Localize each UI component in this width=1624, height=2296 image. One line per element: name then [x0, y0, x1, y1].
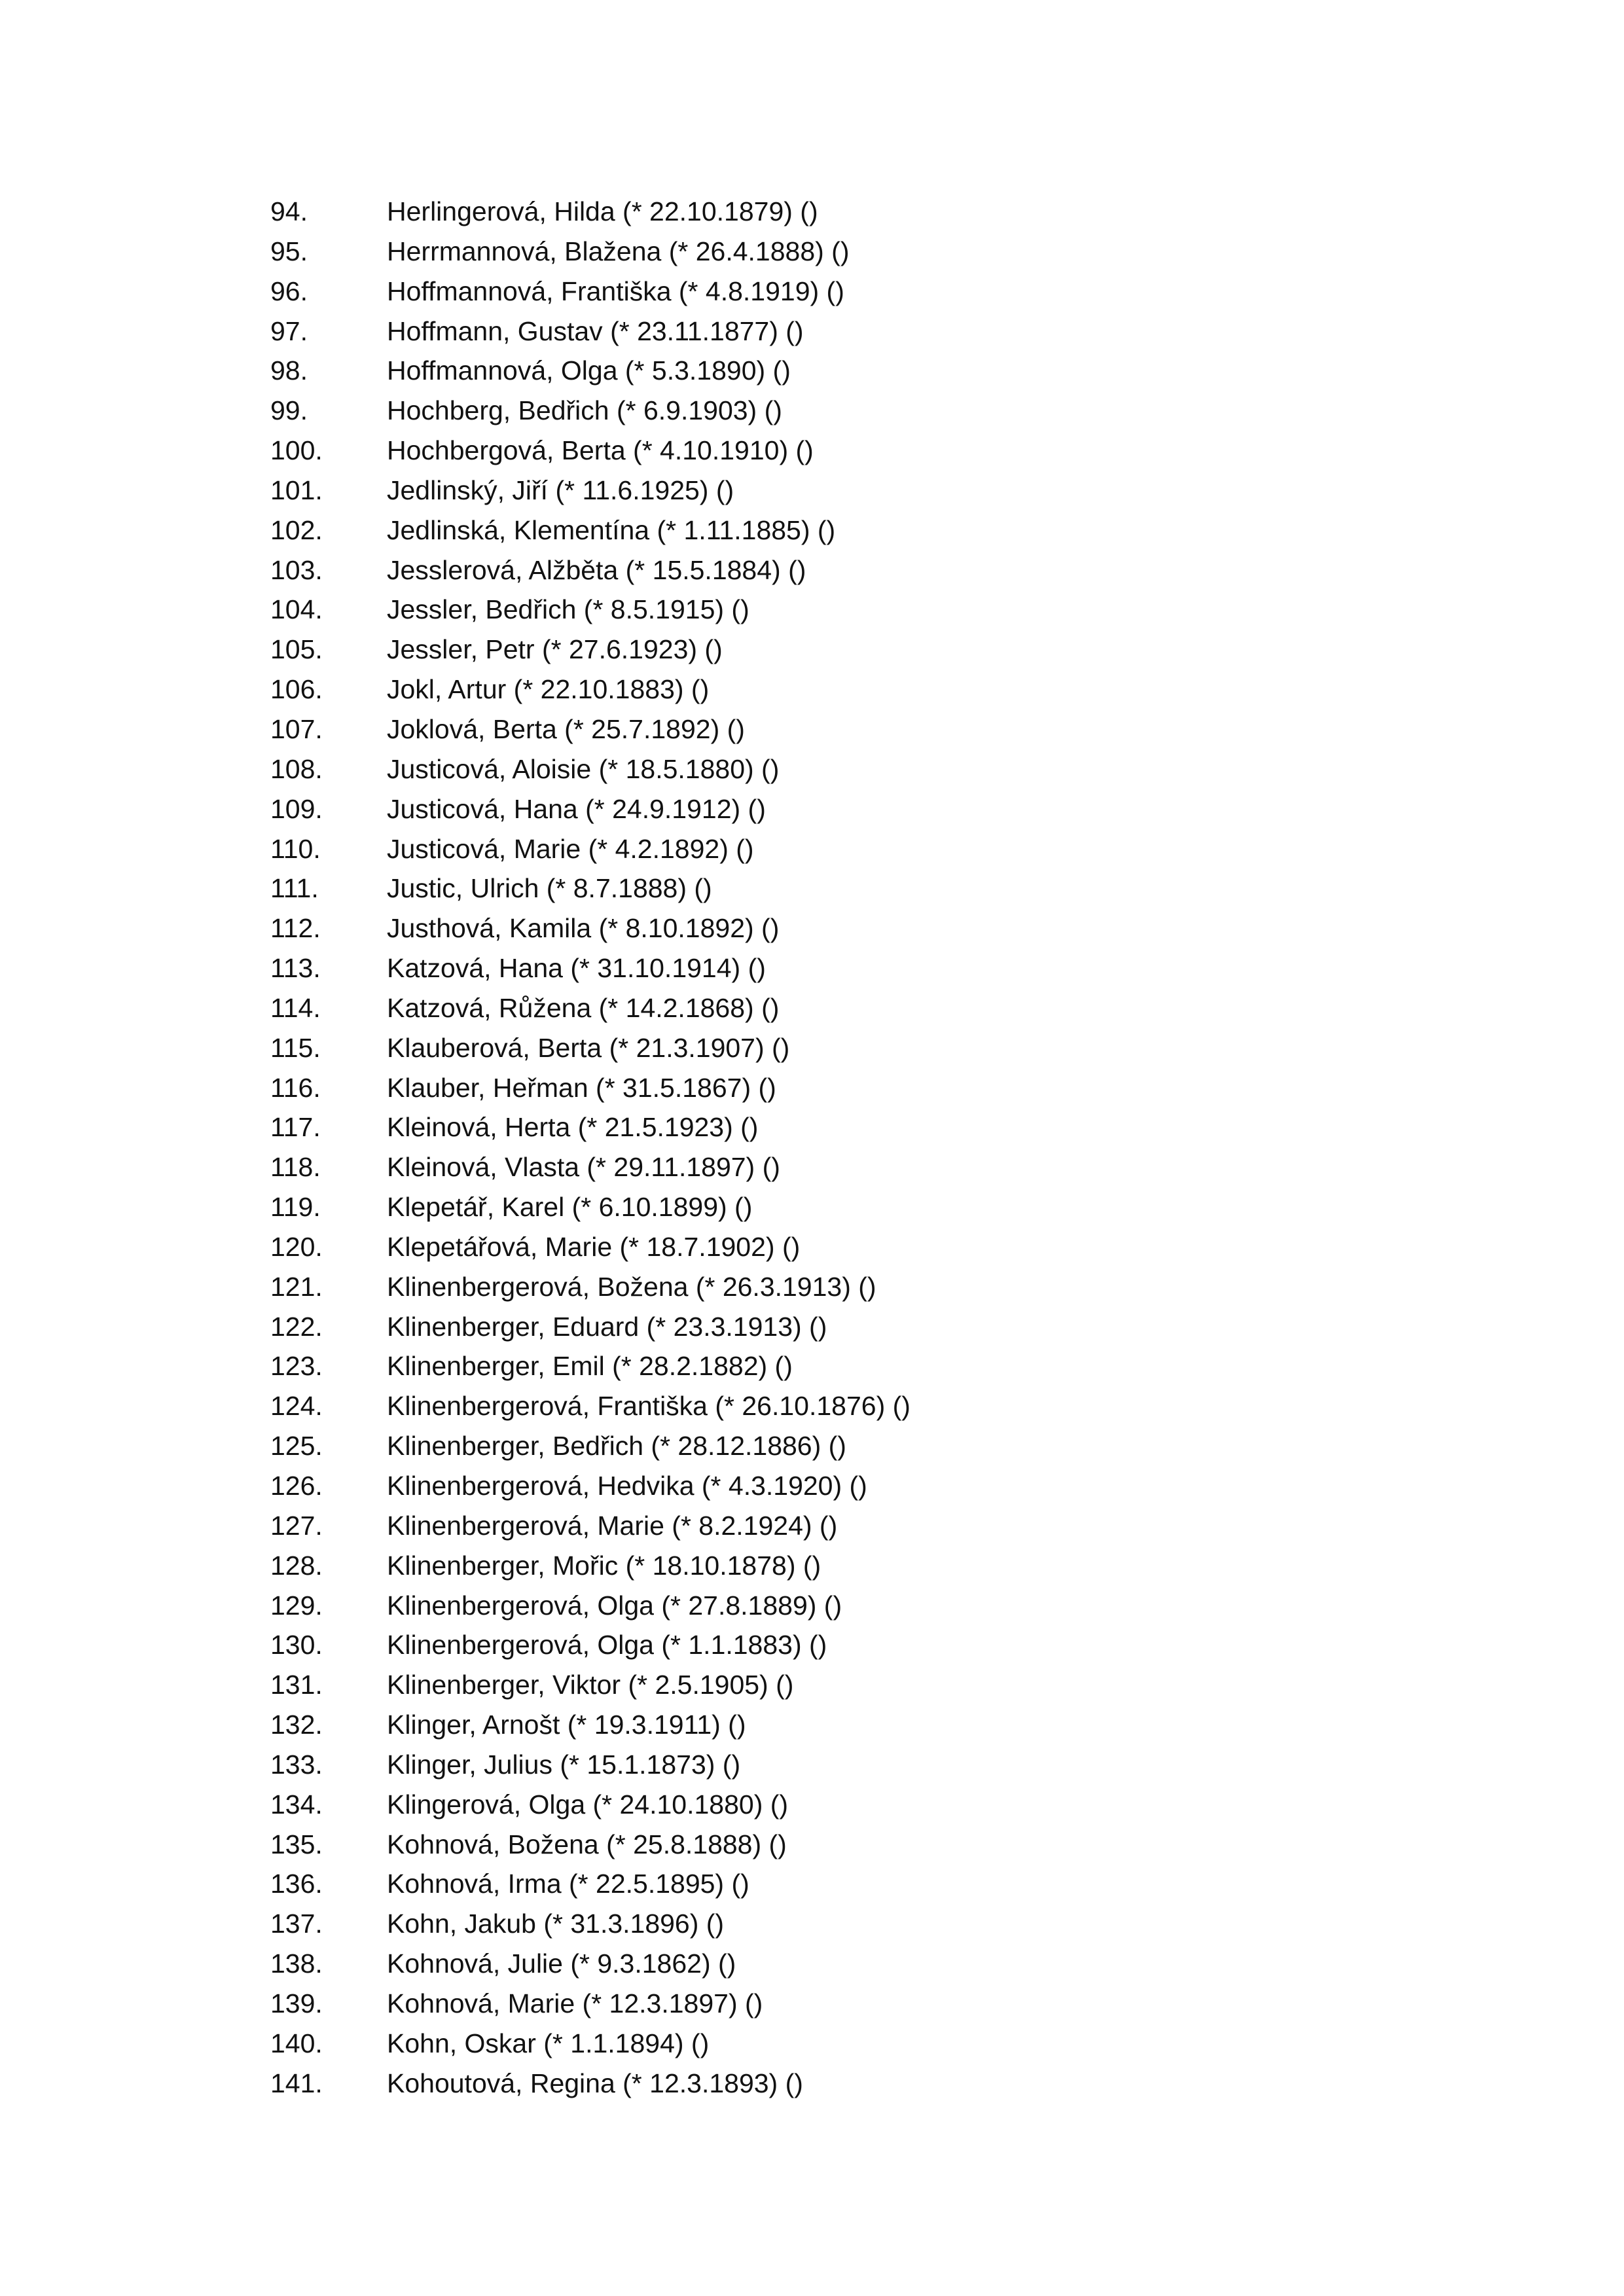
entry-text: Herrmannová, Blažena (* 26.4.1888) ()	[387, 236, 850, 266]
list-item	[270, 1466, 911, 1506]
entry-number: 141.	[270, 2068, 323, 2098]
entry-number: 107.	[270, 713, 323, 744]
list-item	[270, 1068, 911, 1108]
entry-number: 137.	[270, 1909, 323, 1939]
entry-number: 94.	[270, 196, 308, 226]
entry-text: Jedlinská, Klementína (* 1.11.1885) ()	[387, 514, 836, 545]
list-item	[270, 1785, 911, 1825]
entry-text: Hochberg, Bedřich (* 6.9.1903) ()	[387, 395, 782, 426]
entry-number: 139.	[270, 1988, 323, 2018]
entry-text: Klepetář, Karel (* 6.10.1899) ()	[387, 1192, 753, 1223]
entry-number: 128.	[270, 1550, 323, 1581]
entry-number: 127.	[270, 1510, 323, 1541]
list-item	[270, 550, 911, 590]
entry-number: 99.	[270, 395, 308, 426]
entry-text: Klinenbergerová, Olga (* 27.8.1889) ()	[387, 1590, 842, 1621]
entry-text: Klinenbergerová, Božena (* 26.3.1913) ()	[387, 1271, 876, 1302]
list-item	[270, 869, 911, 908]
list-item	[270, 1904, 911, 1944]
entry-text: Klinenbergerová, Marie (* 8.2.1924) ()	[387, 1510, 838, 1541]
entry-text: Jedlinský, Jiří (* 11.6.1925) ()	[387, 475, 734, 505]
entry-text: Kohnová, Marie (* 12.3.1897) ()	[387, 1988, 763, 2018]
entry-text: Hoffmann, Gustav (* 23.11.1877) ()	[387, 315, 804, 346]
list-item	[270, 1705, 911, 1745]
list-item	[270, 1346, 911, 1386]
entry-number: 105.	[270, 634, 323, 665]
entry-text: Justhová, Kamila (* 8.10.1892) ()	[387, 913, 780, 944]
list-item	[270, 1386, 911, 1426]
list-item	[270, 749, 911, 789]
entry-number: 116.	[270, 1072, 321, 1103]
list-item	[270, 1107, 911, 1147]
entry-number: 120.	[270, 1231, 323, 1262]
entry-text: Klinenberger, Mořic (* 18.10.1878) ()	[387, 1550, 821, 1581]
list-item	[270, 1625, 911, 1665]
entry-number: 122.	[270, 1311, 323, 1342]
list-item	[270, 351, 911, 391]
entry-text: Kohnová, Julie (* 9.3.1862) ()	[387, 1948, 736, 1979]
list-item	[270, 1665, 911, 1705]
list-item	[270, 1267, 911, 1307]
entry-text: Jessler, Bedřich (* 8.5.1915) ()	[387, 594, 749, 625]
list-item	[270, 1745, 911, 1785]
list-item	[270, 1864, 911, 1904]
list-item	[270, 709, 911, 749]
entry-number: 133.	[270, 1749, 323, 1780]
list-item	[270, 789, 911, 829]
entry-number: 121.	[270, 1271, 323, 1302]
entry-text: Klauber, Heřman (* 31.5.1867) ()	[387, 1072, 776, 1103]
list-item	[270, 988, 911, 1028]
entry-text: Hoffmannová, Františka (* 4.8.1919) ()	[387, 276, 844, 306]
list-item	[270, 1506, 911, 1546]
entry-number: 110.	[270, 833, 321, 864]
entry-number: 140.	[270, 2028, 323, 2058]
entry-text: Klinenberger, Emil (* 28.2.1882) ()	[387, 1351, 793, 1382]
entry-number: 124.	[270, 1391, 323, 1422]
entry-text: Justic, Ulrich (* 8.7.1888) ()	[387, 873, 712, 904]
entry-text: Klinger, Julius (* 15.1.1873) ()	[387, 1749, 741, 1780]
entry-number: 123.	[270, 1351, 323, 1382]
entry-number: 113.	[270, 953, 321, 984]
entry-number: 126.	[270, 1471, 323, 1501]
entry-number: 135.	[270, 1829, 323, 1859]
entry-number: 102.	[270, 514, 323, 545]
entry-text: Klinenberger, Eduard (* 23.3.1913) ()	[387, 1311, 827, 1342]
list-item	[270, 232, 911, 272]
entry-number: 100.	[270, 435, 323, 466]
entry-text: Joklová, Berta (* 25.7.1892) ()	[387, 713, 745, 744]
list-item	[270, 431, 911, 471]
entry-text: Kohnová, Irma (* 22.5.1895) ()	[387, 1869, 749, 1899]
entry-number: 103.	[270, 554, 323, 585]
list-item	[270, 1586, 911, 1626]
entry-number: 106.	[270, 674, 323, 705]
entry-number: 114.	[270, 992, 321, 1023]
entry-text: Klinger, Arnošt (* 19.3.1911) ()	[387, 1710, 746, 1740]
entry-number: 97.	[270, 315, 308, 346]
entry-text: Kleinová, Vlasta (* 29.11.1897) ()	[387, 1152, 780, 1183]
entry-text: Klinenbergerová, Františka (* 26.10.1876) ()	[387, 1391, 911, 1422]
entry-text: Justicová, Marie (* 4.2.1892) ()	[387, 833, 754, 864]
list-item	[270, 1984, 911, 2024]
list-item	[270, 1944, 911, 1984]
entry-text: Kohoutová, Regina (* 12.3.1893) ()	[387, 2068, 803, 2098]
list-item	[270, 2024, 911, 2064]
entry-text: Herlingerová, Hilda (* 22.10.1879) ()	[387, 196, 818, 226]
entry-number: 131.	[270, 1670, 323, 1700]
entry-number: 115.	[270, 1032, 321, 1063]
list-item	[270, 908, 911, 948]
name-list	[270, 192, 911, 2104]
entry-text: Kleinová, Herta (* 21.5.1923) ()	[387, 1112, 759, 1143]
entry-text: Jesslerová, Alžběta (* 15.5.1884) ()	[387, 554, 806, 585]
list-item	[270, 272, 911, 312]
entry-text: Klinenbergerová, Hedvika (* 4.3.1920) ()	[387, 1471, 867, 1501]
list-item	[270, 948, 911, 988]
entry-text: Klinenberger, Viktor (* 2.5.1905) ()	[387, 1670, 794, 1700]
list-item	[270, 511, 911, 550]
entry-text: Justicová, Hana (* 24.9.1912) ()	[387, 793, 766, 824]
entry-text: Klinenberger, Bedřich (* 28.12.1886) ()	[387, 1431, 846, 1462]
list-item	[270, 1028, 911, 1068]
entry-number: 112.	[270, 913, 321, 944]
list-item	[270, 1825, 911, 1865]
entry-text: Kohn, Oskar (* 1.1.1894) ()	[387, 2028, 710, 2058]
entry-number: 132.	[270, 1710, 323, 1740]
entry-text: Kohnová, Božena (* 25.8.1888) ()	[387, 1829, 787, 1859]
entry-text: Hoffmannová, Olga (* 5.3.1890) ()	[387, 355, 791, 386]
list-item	[270, 1546, 911, 1586]
entry-number: 95.	[270, 236, 308, 266]
entry-text: Justicová, Aloisie (* 18.5.1880) ()	[387, 753, 780, 784]
entry-number: 138.	[270, 1948, 323, 1979]
entry-number: 108.	[270, 753, 323, 784]
entry-text: Kohn, Jakub (* 31.3.1896) ()	[387, 1909, 725, 1939]
entry-number: 98.	[270, 355, 308, 386]
entry-text: Jokl, Artur (* 22.10.1883) ()	[387, 674, 710, 705]
list-item	[270, 1147, 911, 1187]
entry-number: 109.	[270, 793, 323, 824]
entry-text: Katzová, Hana (* 31.10.1914) ()	[387, 953, 766, 984]
entry-number: 101.	[270, 475, 323, 505]
entry-number: 118.	[270, 1152, 321, 1183]
list-item	[270, 829, 911, 869]
entry-text: Klinenbergerová, Olga (* 1.1.1883) ()	[387, 1630, 827, 1660]
entry-number: 119.	[270, 1192, 321, 1223]
list-item	[270, 471, 911, 511]
list-item	[270, 670, 911, 709]
entry-number: 104.	[270, 594, 323, 625]
entry-number: 111.	[270, 873, 319, 904]
list-item	[270, 630, 911, 670]
list-item	[270, 1426, 911, 1466]
entry-text: Jessler, Petr (* 27.6.1923) ()	[387, 634, 723, 665]
entry-number: 136.	[270, 1869, 323, 1899]
entry-number: 96.	[270, 276, 308, 306]
entry-number: 130.	[270, 1630, 323, 1660]
list-item	[270, 2064, 911, 2104]
list-item	[270, 391, 911, 431]
entry-text: Klauberová, Berta (* 21.3.1907) ()	[387, 1032, 790, 1063]
list-item	[270, 590, 911, 630]
entry-number: 129.	[270, 1590, 323, 1621]
entry-text: Hochbergová, Berta (* 4.10.1910) ()	[387, 435, 814, 466]
list-item	[270, 1307, 911, 1347]
list-item	[270, 312, 911, 351]
entry-number: 117.	[270, 1112, 321, 1143]
entry-text: Katzová, Růžena (* 14.2.1868) ()	[387, 992, 780, 1023]
entry-number: 134.	[270, 1789, 323, 1820]
entry-text: Klepetářová, Marie (* 18.7.1902) ()	[387, 1231, 801, 1262]
list-item	[270, 1227, 911, 1267]
entry-text: Klingerová, Olga (* 24.10.1880) ()	[387, 1789, 789, 1820]
entry-number: 125.	[270, 1431, 323, 1462]
list-item	[270, 192, 911, 232]
list-item	[270, 1187, 911, 1227]
